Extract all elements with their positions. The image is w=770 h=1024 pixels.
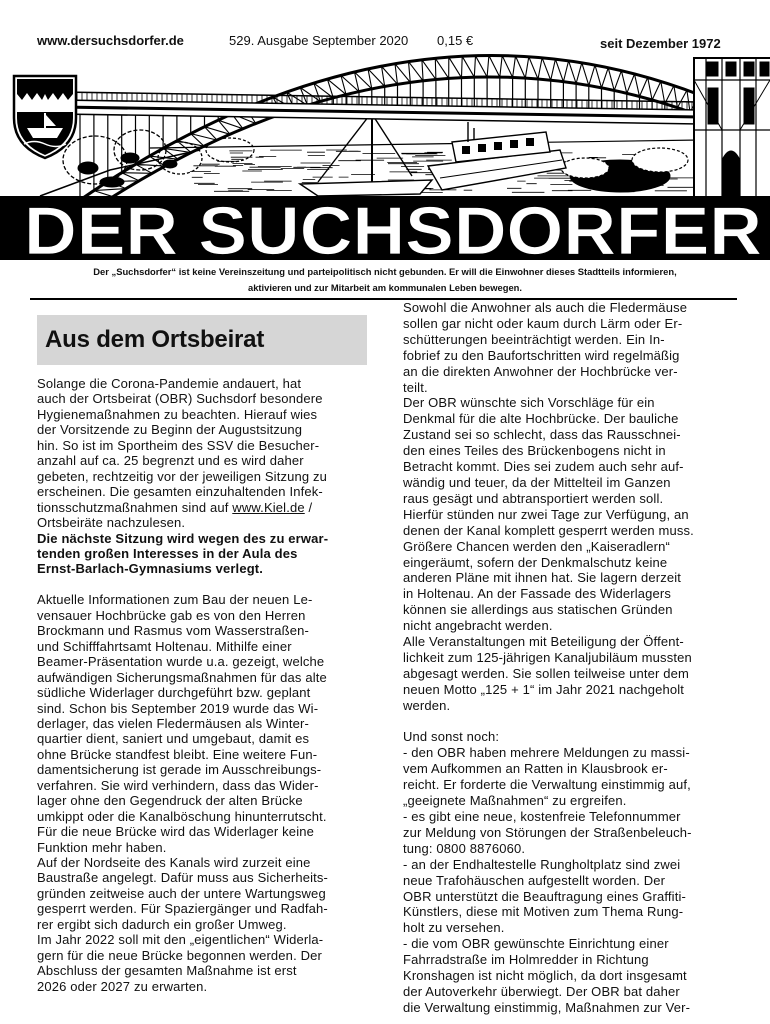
text-line: Beamer-Präsentation wurde u.a. gezeigt, welche: [37, 654, 325, 670]
website-url: www.dersuchsdorfer.de: [37, 33, 184, 48]
text-line: umkippt oder die Kanalböschung hinunterrutscht.: [37, 808, 327, 824]
text-line: tung: 0800 8876060.: [403, 840, 526, 856]
text-line: Aktuelle Informationen zum Bau der neuen Le-: [37, 592, 313, 608]
text-line: vensauer Hochbrücke gab es von den Herren: [37, 607, 306, 623]
text-line: Abschluss der gesamten Maßnahme ist erst: [37, 963, 297, 979]
bold-text-line: Die nächste Sitzung wird wegen des zu erwar-: [37, 530, 329, 546]
text-line: - die vom OBR gewünschte Einrichtung einer: [403, 936, 669, 952]
paragraph-gap: [37, 577, 372, 592]
text-line: Funktion mehr haben.: [37, 839, 167, 855]
text-line: Hierfür stünden nur zwei Tage zur Verfügung, an: [403, 506, 689, 522]
article-column-right: [403, 300, 743, 1016]
text-line: gesperrt werden. Für Spaziergänger und Radfah-: [37, 901, 328, 917]
text-line: die Verwaltung einstimmig, Maßnahmen zur Ver-: [403, 999, 691, 1015]
trees: [40, 130, 254, 196]
text-line: rer ergibt sich dadurch ein großer Umweg.: [37, 916, 287, 932]
founded-since: seit Dezember 1972: [600, 36, 721, 51]
text-line: auch der Ortsbeirat (OBR) Suchsdorf besondere: [37, 391, 323, 407]
text-line: anzahl auf ca. 25 begrenzt und es wird daher: [37, 453, 304, 469]
text-line: wändig und teuer, da der Mittelteil im Ganzen: [403, 474, 671, 490]
text-line: holt zu versehen.: [403, 920, 505, 936]
kiel-website-link[interactable]: www.Kiel.de: [232, 499, 305, 515]
text-line: gern für die neue Brücke begonnen werden. Der: [37, 947, 322, 963]
text-line: - den OBR haben mehrere Meldungen zu massi-: [403, 745, 690, 761]
newspaper-title: DER SUCHSDORFER: [24, 193, 762, 265]
text-line: Betracht kommt. Dies sei zudem auch sehr auf-: [403, 459, 684, 475]
text-line: Auf der Nordseite des Kanals wird zurzeit eine: [37, 855, 311, 871]
text-line: der Autoverkehr überwiegt. Der OBR bat daher: [403, 983, 680, 999]
text-line: Der OBR wünschte sich Vorschläge für ein: [403, 395, 655, 411]
text-line: raus gesägt und abtransportiert werden soll.: [403, 490, 664, 506]
text-line: Größere Chancen werden den „Kaiseradlern“: [403, 538, 671, 554]
text-line: Künstlers, diese mit Motiven zum Thema Rung-: [403, 904, 684, 920]
text-line: und Schifffahrtsamt Holtenau. Mithilfe einer: [37, 638, 292, 654]
text-line: in Holtenau. An der Fassade des Widerlagers: [403, 586, 672, 602]
text-line: zur Meldung von Störungen der Straßenbeleuch-: [403, 824, 692, 840]
text-line: Ortsbeiräte nachzulesen.: [37, 515, 186, 531]
text-line: sollen gar nicht oder kaum durch Lärm oder Er-: [403, 315, 683, 331]
text-line: Für die neue Brücke wird das Widerlager keine: [37, 824, 314, 840]
text-line: - es gibt eine neue, kostenfreie Telefonnummer: [403, 808, 681, 824]
text-line: an die direkten Anwohner der Hochbrücke ver-: [403, 363, 678, 379]
text-line: teilt.: [403, 379, 428, 395]
text-line: fobrief zu den Baufortschritten wird regelmäßig: [403, 347, 680, 363]
paragraph-gap: [403, 714, 743, 730]
text-line: hin. So ist im Sportheim des SSV die Besucher-: [37, 437, 320, 453]
text-fragment: tionsschutzmaßnahmen sind auf: [37, 499, 233, 515]
text-line: denen der Kanal komplett gesperrt werden muss.: [403, 522, 694, 538]
text-line: derlager, das vielen Fledermäusen als Winter-: [37, 715, 309, 731]
text-line: lichkeit zum 125-jährigen Kanaljubiläum mussten: [403, 649, 692, 665]
text-line: Alle Veranstaltungen mit Beteiligung der Öffent-: [403, 634, 684, 650]
issue-info: 529. Ausgabe September 2020: [229, 33, 409, 48]
text-line: Und sonst noch:: [403, 729, 500, 745]
text-line: südliche Widerlager durchgeführt bzw. geplant: [37, 685, 311, 701]
text-line: erscheinen. Die gesamten einzuhaltenden Infek-: [37, 484, 323, 500]
text-line: verfahren. Sie wird verhindern, dass das Wider-: [37, 777, 319, 793]
text-line: neuen Motto „125 + 1“ im Jahr 2021 nachgeholt: [403, 681, 685, 697]
bold-text-line: tenden großen Interesses in der Aula des: [37, 545, 298, 561]
text-line: Sowohl die Anwohner als auch die Fledermäuse: [403, 300, 688, 315]
coat-of-arms: [14, 76, 76, 158]
text-line: können sie allerdings aus statischen Gründen: [403, 602, 673, 618]
text-line: schütterungen beeinträchtigt werden. Ein In-: [403, 331, 665, 347]
text-line: „geeignete Maßnahmen“ zu ergreifen.: [403, 793, 627, 809]
bold-text-line: Ernst-Barlach-Gymnasiums verlegt.: [37, 561, 264, 577]
text-line: nicht angebracht werden.: [403, 618, 553, 634]
tagline: [0, 264, 770, 296]
text-line: sind. Schon bis September 2019 wurde das Wi-: [37, 700, 319, 716]
text-line: lager ohne den Gegendruck der alten Brücke: [37, 793, 303, 809]
section-heading-box: [37, 315, 367, 365]
text-line: ohne Brücke standfest bleibt. Eine weitere Fun-: [37, 746, 318, 762]
text-line: 2026 oder 2027 zu erwarten.: [37, 978, 208, 994]
article-column-left: [37, 376, 372, 994]
text-line: Brockmann und Rasmus vom Wasserstraßen-: [37, 623, 309, 639]
text-line: reicht. Er forderte die Verwaltung einstimmig auf,: [403, 777, 691, 793]
text-line: Solange die Corona-Pandemie andauert, hat: [37, 376, 302, 391]
text-line: aufwändigen Sicherungsmaßnahmen für das alte: [37, 669, 327, 685]
text-line: gründen zeitweise auch der untere Wartungsweg: [37, 885, 326, 901]
text-line: abgesagt werden. Sie sollen teilweise unter dem: [403, 665, 689, 681]
bridge-deck: [60, 92, 700, 124]
text-line: vem Aufkommen an Ratten in Klausbrook er-: [403, 761, 668, 777]
text-line: werden.: [403, 697, 451, 713]
text-line: den eines Teiles des Brückenbogens nicht in: [403, 443, 666, 459]
motor-ship: [428, 122, 566, 190]
text-line: anderen Pläne mit ihnen hat. Sie lagern derzeit: [403, 570, 682, 586]
text-line: Denkmal für die alte Hochbrücke. Der bauliche: [403, 411, 679, 427]
text-line: [37, 500, 372, 515]
bridge-pier-tower: [694, 58, 770, 198]
text-fragment: /: [304, 499, 313, 515]
price: 0,15 €: [437, 33, 474, 48]
text-line: - an der Endhaltestelle Rungholtplatz sind zwei: [403, 856, 681, 872]
text-line: Baustraße angelegt. Dafür muss aus Sicherheits-: [37, 870, 329, 886]
text-line: Fahrradstraße im Holmredder in Richtung: [403, 952, 649, 968]
text-line: Im Jahr 2022 soll mit den „eigentlichen“ Widerla-: [37, 932, 324, 948]
tagline-line: aktivieren und zur Mitarbeit am kommunalen Leben bewegen.: [247, 282, 523, 293]
text-line: damentsicherung ist gerade im Ausschreibungs-: [37, 762, 322, 778]
text-line: eingeräumt, sofern der Denkmalschutz keine: [403, 554, 668, 570]
text-line: Hygienemaßnahmen zu beachten. Hierauf wies: [37, 406, 318, 422]
text-line: gebeten, rechtzeitig vor der jeweiligen Sitzung zu: [37, 468, 328, 484]
text-line: Kronshagen ist nicht möglich, da dort insgesamt: [403, 968, 687, 984]
tagline-line: Der „Suchsdorfer“ ist keine Vereinszeitung und parteipolitisch nicht gebunden. Er will die Einwohner dieses Stadtteils informieren,: [93, 266, 677, 277]
text-line: quartier dient, saniert und umgebaut, damit es: [37, 731, 310, 747]
text-line: OBR unterstützt die Beauftragung eines Graffiti-: [403, 888, 686, 904]
section-heading: Aus dem Ortsbeirat: [45, 326, 265, 353]
text-line: Zustand sei so schlecht, dass das Rausschnei-: [403, 427, 681, 443]
text-line: neue Trafohäuschen aufgestellt worden. Der: [403, 872, 666, 888]
text-line: der Vorsitzende zu Beginn der Augustsitzung: [37, 422, 303, 438]
